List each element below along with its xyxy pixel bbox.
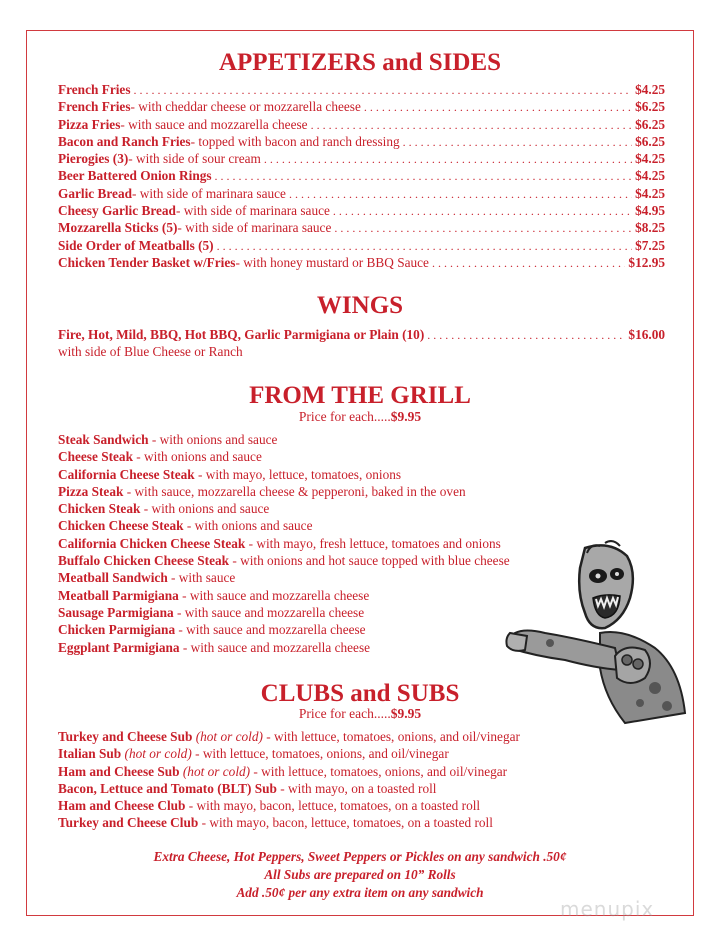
clubs-price: $9.95 [390, 706, 422, 721]
dot-leader [432, 255, 625, 272]
item-name: Cheesy Garlic Bread [58, 203, 176, 219]
item-name: Eggplant Parmigiana [58, 639, 180, 655]
item-name: Meatball Parmigiana [58, 587, 179, 603]
footer-line-2: All Subs are prepared on 10” Rolls [264, 867, 456, 882]
grill-heading: FROM THE GRILL [249, 382, 471, 409]
item-description: - with lettuce, tomatoes, onions, and oil/vinegar [191, 746, 449, 762]
item-description: - with sauce [167, 570, 236, 586]
item-name: French Fries [58, 82, 131, 97]
dot-leader [333, 203, 632, 220]
dot-leader [289, 186, 632, 203]
dot-leader [334, 220, 632, 237]
menu-item [58, 185, 665, 202]
item-name: Pizza Fries [58, 116, 121, 132]
item-price: $8.25 [635, 220, 665, 236]
item-note: (hot or cold) [124, 746, 192, 762]
item-name: Meatball Sandwich [58, 570, 168, 586]
item-name: Garlic Bread [58, 185, 132, 201]
dot-leader [134, 82, 633, 99]
menu-item [58, 483, 665, 500]
dot-leader [364, 99, 632, 116]
item-name: Pizza Steak [58, 483, 124, 499]
item-price: $4.25 [635, 185, 665, 201]
clubs-heading: CLUBS and SUBS [260, 680, 460, 707]
item-description: - with mayo, bacon, lettuce, tomatoes, on a toasted roll [198, 815, 493, 831]
dot-leader [311, 117, 633, 134]
menu-item [58, 98, 665, 115]
item-name: Chicken Parmigiana [58, 622, 176, 638]
item-description: - with mayo, lettuce, tomatoes, onions [194, 466, 402, 482]
item-price: $4.25 [635, 151, 665, 167]
menu-item [58, 254, 665, 271]
item-description: - with sauce and mozzarella cheese [179, 639, 371, 655]
zombie-illustration [505, 538, 695, 728]
item-name: Side Order of Meatballs (5) [58, 237, 214, 253]
footer-notes [0, 848, 720, 902]
menu-item [58, 237, 665, 254]
item-name: California Cheese Steak [58, 466, 195, 482]
item-description: - with mayo, fresh lettuce, tomatoes and onions [245, 535, 501, 551]
footer-line-3: Add .50¢ per any extra item on any sandwich [236, 885, 484, 900]
item-description: - with cheddar cheese or mozzarella cheese [130, 99, 361, 115]
item-description: - with side of marinara sauce [175, 203, 330, 219]
item-description: - topped with bacon and ranch dressing [190, 133, 400, 149]
item-name: Bacon and Ranch Fries [58, 133, 191, 149]
item-note: (hot or cold) [195, 729, 263, 744]
item-description: - with sauce and mozzarella cheese [175, 622, 366, 638]
item-description: - with sauce, mozzarella cheese & pepperoni, baked in the oven [123, 483, 466, 499]
item-description: - with onions and sauce [148, 432, 278, 447]
item-description: - with onions and hot sauce topped with blue cheese [229, 553, 510, 569]
menu-item [58, 81, 665, 98]
item-description: - with sauce and mozzarella cheese [120, 116, 308, 132]
menu-item [58, 517, 665, 534]
item-name: California Chicken Cheese Steak [58, 535, 246, 551]
wings-note: with side of Blue Cheese or Ranch [58, 344, 243, 360]
item-name: Buffalo Chicken Cheese Steak [58, 553, 230, 569]
item-description: - with lettuce, tomatoes, onions, and oil/vinegar [250, 763, 508, 779]
dot-leader [403, 134, 632, 151]
item-name: Ham and Cheese Sub [58, 763, 180, 779]
item-name: Italian Sub [58, 746, 122, 762]
item-name: Steak Sandwich [58, 432, 149, 447]
menu-item [58, 763, 665, 780]
item-price: $4.25 [635, 168, 665, 184]
item-description: - with onions and sauce [140, 501, 270, 517]
menu-item [58, 728, 665, 745]
item-name: Chicken Cheese Steak [58, 518, 184, 534]
item-description: - with side of marinara sauce [131, 185, 286, 201]
item-price: $7.25 [635, 237, 665, 253]
grill-price: $9.95 [390, 409, 422, 424]
item-name: Beer Battered Onion Rings [58, 168, 212, 184]
item-name: Chicken Steak [58, 501, 141, 517]
item-description: - with side of sour cream [128, 151, 261, 167]
menu-item [58, 500, 665, 517]
item-description: - with side of marinara sauce [177, 220, 332, 236]
appetizers-heading: APPETIZERS and SIDES [218, 49, 502, 76]
item-price: $6.25 [635, 99, 665, 115]
item-description: - with honey mustard or BBQ Sauce [235, 254, 429, 270]
menu-item [58, 219, 665, 236]
menu-item [58, 448, 665, 465]
menu-item [58, 814, 665, 831]
item-name: French Fries [58, 99, 131, 115]
item-price: $4.95 [635, 203, 665, 219]
item-name: Bacon, Lettuce and Tomato (BLT) Sub [58, 780, 277, 796]
item-name: Sausage Parmigiana [58, 604, 174, 620]
menu-item [58, 780, 665, 797]
item-description: - with onions and sauce [183, 518, 313, 534]
menu-item [58, 150, 665, 167]
menu-item [58, 745, 665, 762]
item-description: - with lettuce, tomatoes, onions, and oil/vinegar [262, 729, 520, 744]
item-note: (hot or cold) [182, 763, 251, 779]
menu-item [58, 167, 665, 184]
wings-list [58, 326, 665, 361]
item-price: $12.95 [628, 254, 665, 270]
item-name: Cheese Steak [58, 449, 133, 465]
wings-flavors: Fire, Hot, Mild, BBQ, Hot BBQ, Garlic Parmigiana or Plain (10) [58, 327, 425, 342]
menu-item [58, 326, 665, 343]
grill-price-line [0, 409, 720, 425]
item-name: Turkey and Cheese Club [58, 815, 199, 831]
menu-item [58, 202, 665, 219]
item-name: Pierogies (3) [58, 151, 129, 167]
item-name: Ham and Cheese Club [58, 798, 186, 814]
dot-leader [215, 168, 633, 185]
item-price: $6.25 [635, 133, 665, 149]
dot-leader [217, 238, 632, 255]
footer-line-1: Extra Cheese, Hot Peppers, Sweet Peppers or Pickles on any sandwich .50¢ [153, 849, 567, 864]
menu-item [58, 797, 665, 814]
clubs-price-label: Price for each..... [298, 706, 391, 721]
menu-item [58, 466, 665, 483]
wings-price: $16.00 [628, 327, 665, 342]
menu-item [58, 133, 665, 150]
item-name: Turkey and Cheese Sub [58, 729, 193, 744]
dot-leader [264, 151, 632, 168]
dot-leader [427, 327, 625, 344]
menu-item [58, 116, 665, 133]
item-name: Chicken Tender Basket w/Fries [58, 254, 236, 270]
wings-heading: WINGS [316, 292, 404, 319]
item-description: - with sauce and mozzarella cheese [173, 604, 365, 620]
item-name: Mozzarella Sticks (5) [58, 220, 178, 236]
appetizers-list [58, 81, 665, 271]
grill-price-label: Price for each..... [298, 409, 391, 424]
item-price: $4.25 [635, 82, 665, 97]
item-description: - with mayo, on a toasted roll [276, 780, 437, 796]
item-description: - with sauce and mozzarella cheese [178, 587, 370, 603]
item-description: - with mayo, bacon, lettuce, tomatoes, on a toasted roll [185, 798, 481, 814]
item-price: $6.25 [635, 116, 665, 132]
item-description: - with onions and sauce [132, 449, 262, 465]
menu-item [58, 431, 665, 448]
watermark-logo: menupix [560, 897, 655, 921]
clubs-list [58, 728, 665, 832]
